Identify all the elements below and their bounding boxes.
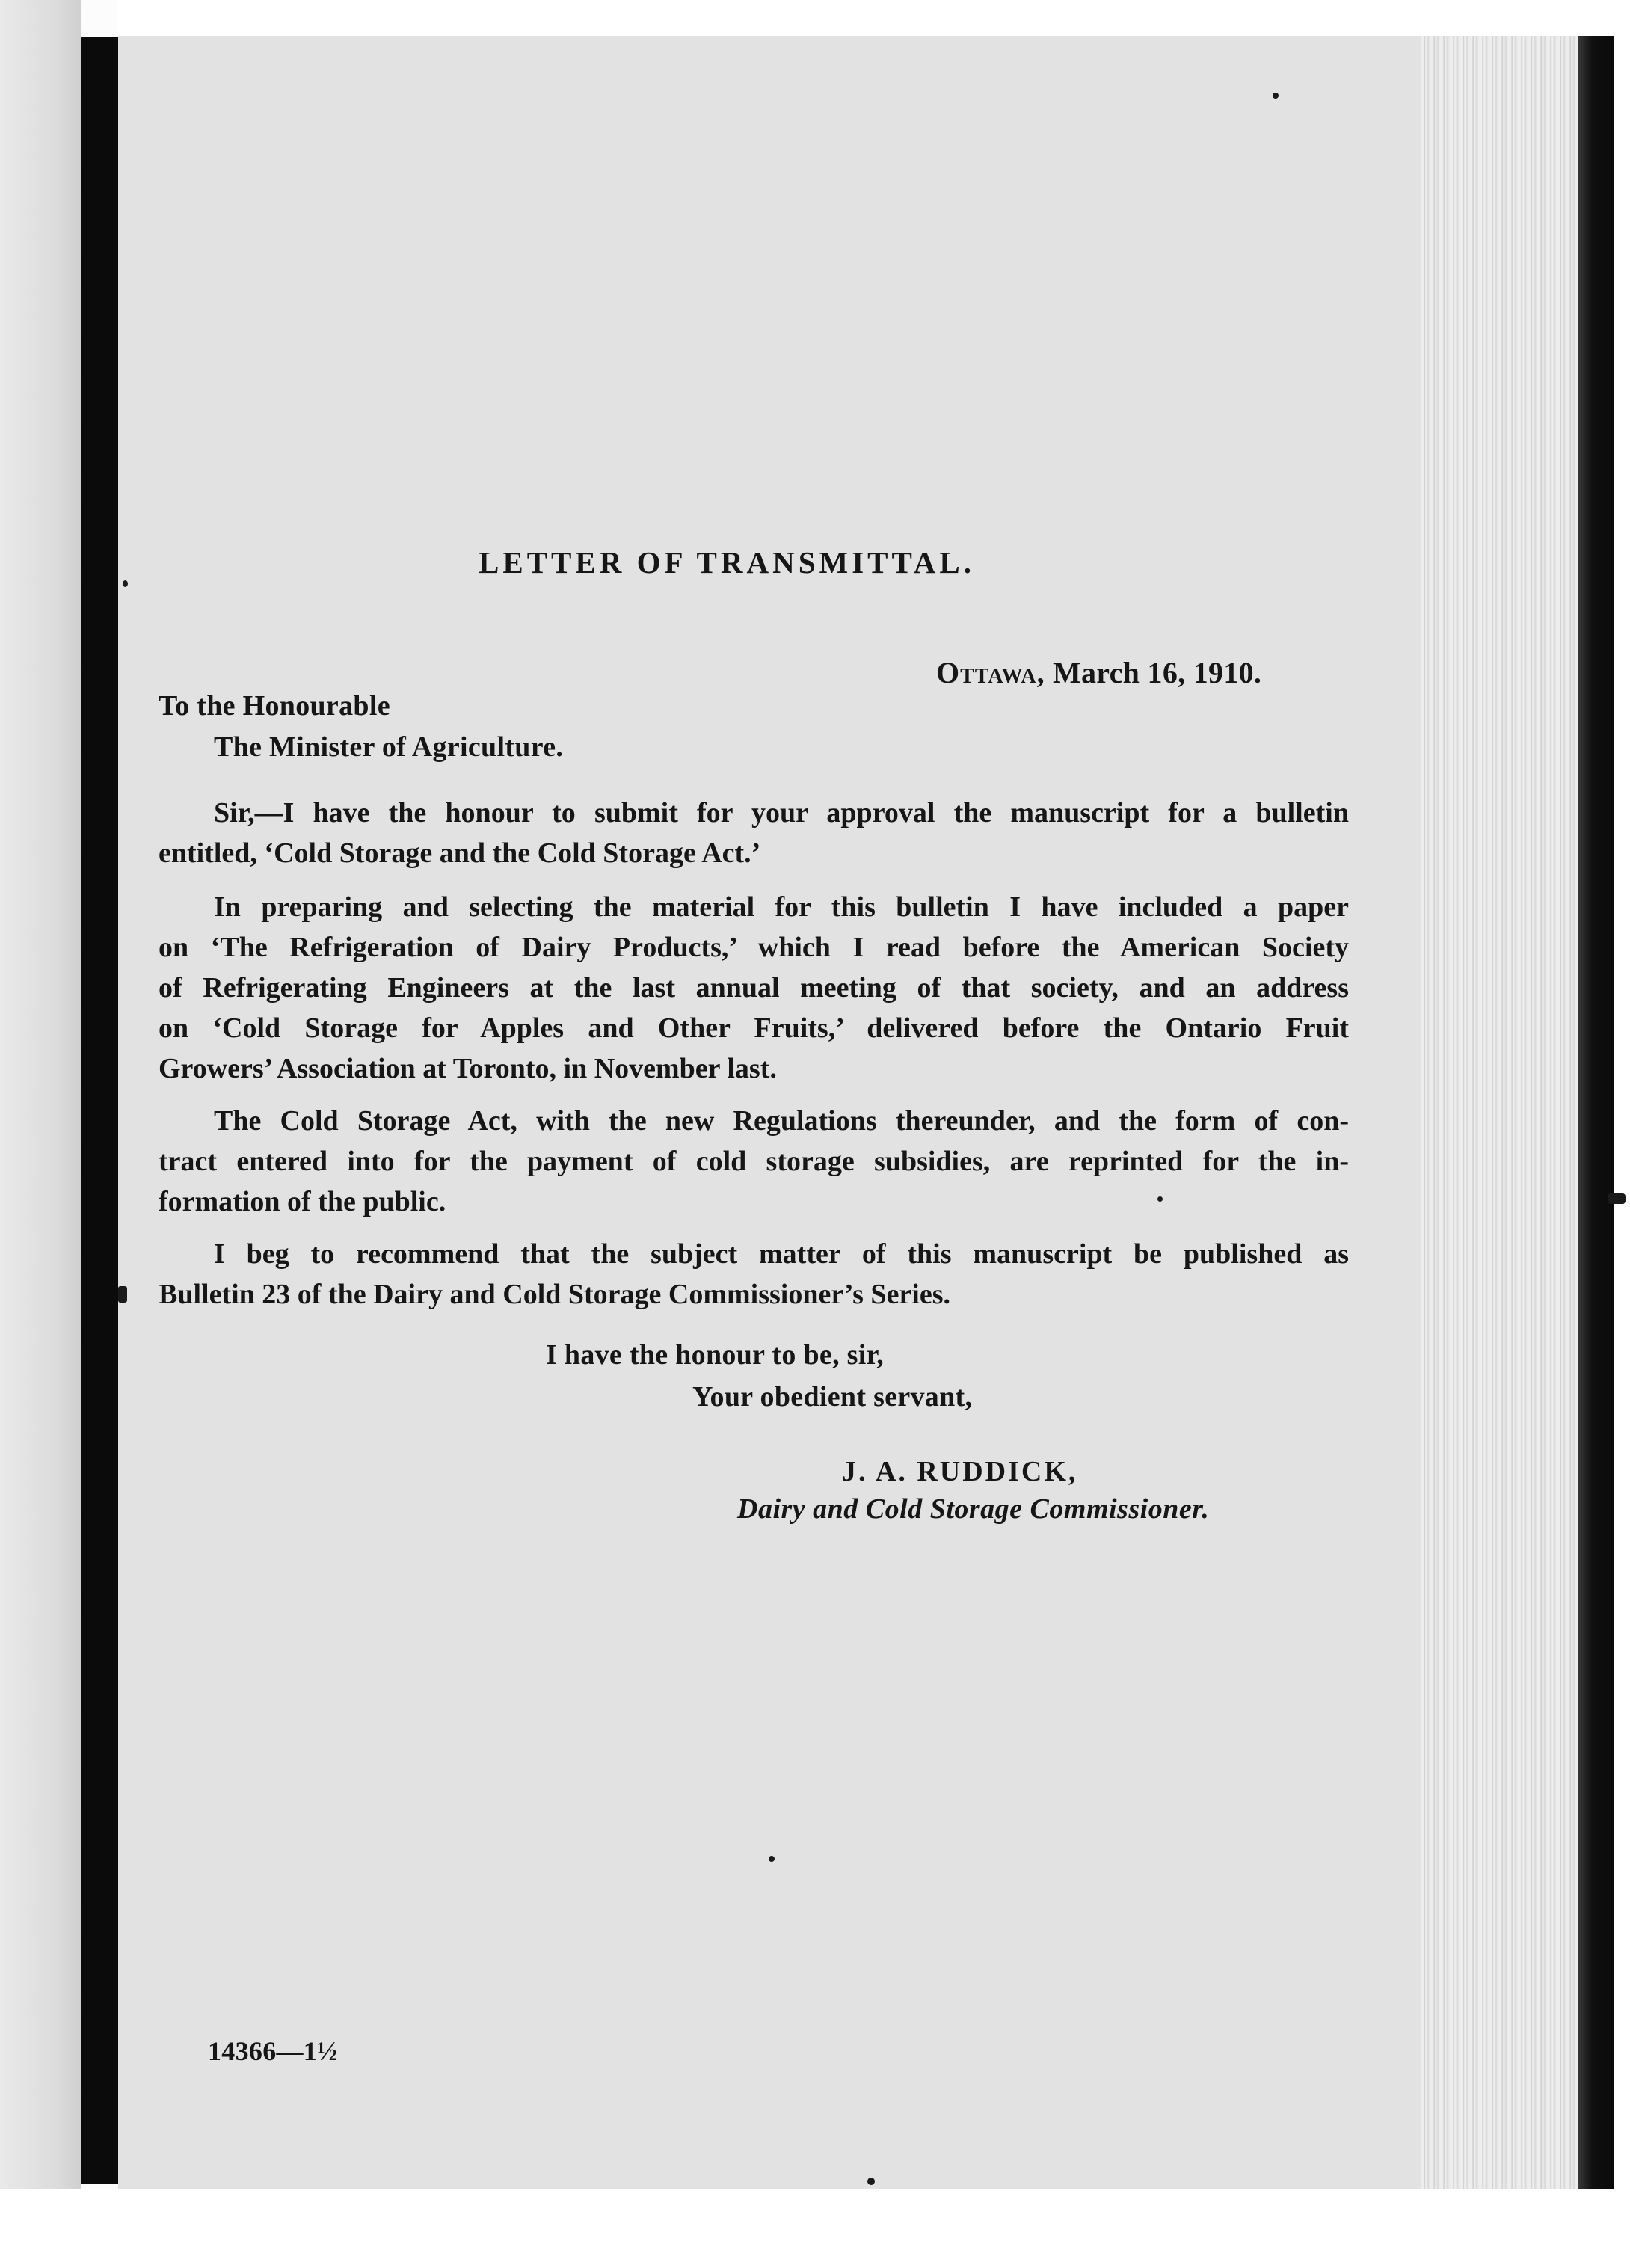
- paragraph-3: [159, 1101, 1349, 1222]
- paragraph-line: entitled, ‘Cold Storage and the Cold Storage Act.’: [159, 838, 761, 869]
- scan-speck: [867, 2178, 875, 2185]
- paragraph-line: The Cold Storage Act, with the new Regulations thereunder, and the form of con-: [214, 1105, 1349, 1137]
- closing-line-2: Your obedient servant,: [692, 1381, 973, 1413]
- paragraph-line: of Refrigerating Engineers at the last annual meeting of that society, and an address: [159, 972, 1349, 1004]
- paragraph-4: [159, 1234, 1349, 1315]
- paragraph-line: on ‘The Refrigeration of Dairy Products,’ which I read before the American Society: [159, 932, 1349, 963]
- scan-speck: [118, 1286, 127, 1303]
- scan-speck: [123, 580, 128, 587]
- letter-heading: LETTER OF TRANSMITTAL.: [479, 545, 976, 580]
- dateline-place: Ottawa,: [936, 656, 1045, 689]
- paragraph-line: Bulletin 23 of the Dairy and Cold Storage Commissioner’s Series.: [159, 1279, 951, 1310]
- cover-edge: [1578, 36, 1614, 2189]
- right-margin: [1614, 0, 1630, 2268]
- paragraph-line: Sir,—I have the honour to submit for your approval the manuscript for a bulletin: [214, 797, 1349, 829]
- dateline: [936, 655, 1261, 690]
- binding-shadow: [81, 37, 118, 2184]
- paragraph-2: [159, 887, 1349, 1089]
- paragraph-1: [159, 793, 1349, 873]
- dateline-date: March 16, 1910.: [1052, 656, 1262, 689]
- paragraph-line: formation of the public.: [159, 1186, 446, 1217]
- scan-speck: [1608, 1193, 1626, 1204]
- folio-number: 14366—1½: [208, 2036, 338, 2066]
- signature-name: J. A. RUDDICK,: [842, 1456, 1078, 1487]
- paragraph-line: Growers’ Association at Toronto, in November last.: [159, 1053, 777, 1084]
- paragraph-line: tract entered into for the payment of cold storage subsidies, are reprinted for the in-: [159, 1146, 1349, 1177]
- paragraph-line: I beg to recommend that the subject matter of this manuscript be published as: [214, 1238, 1349, 1270]
- closing-line-1: I have the honour to be, sir,: [546, 1339, 885, 1371]
- paragraph-line: on ‘Cold Storage for Apples and Other Fruits,’ delivered before the Ontario Fruit: [159, 1012, 1349, 1044]
- scan-speck: [769, 1856, 775, 1862]
- address-line-2: The Minister of Agriculture.: [214, 731, 564, 763]
- scan-speck: [1273, 93, 1279, 99]
- signature-title: Dairy and Cold Storage Commissioner.: [737, 1493, 1210, 1525]
- bottom-margin: [0, 2189, 1630, 2268]
- top-margin: [118, 0, 1614, 36]
- paragraph-line: In preparing and selecting the material for this bulletin I have included a paper: [214, 891, 1349, 923]
- facing-page-strip: [0, 0, 81, 2268]
- address-line-1: To the Honourable: [159, 690, 390, 722]
